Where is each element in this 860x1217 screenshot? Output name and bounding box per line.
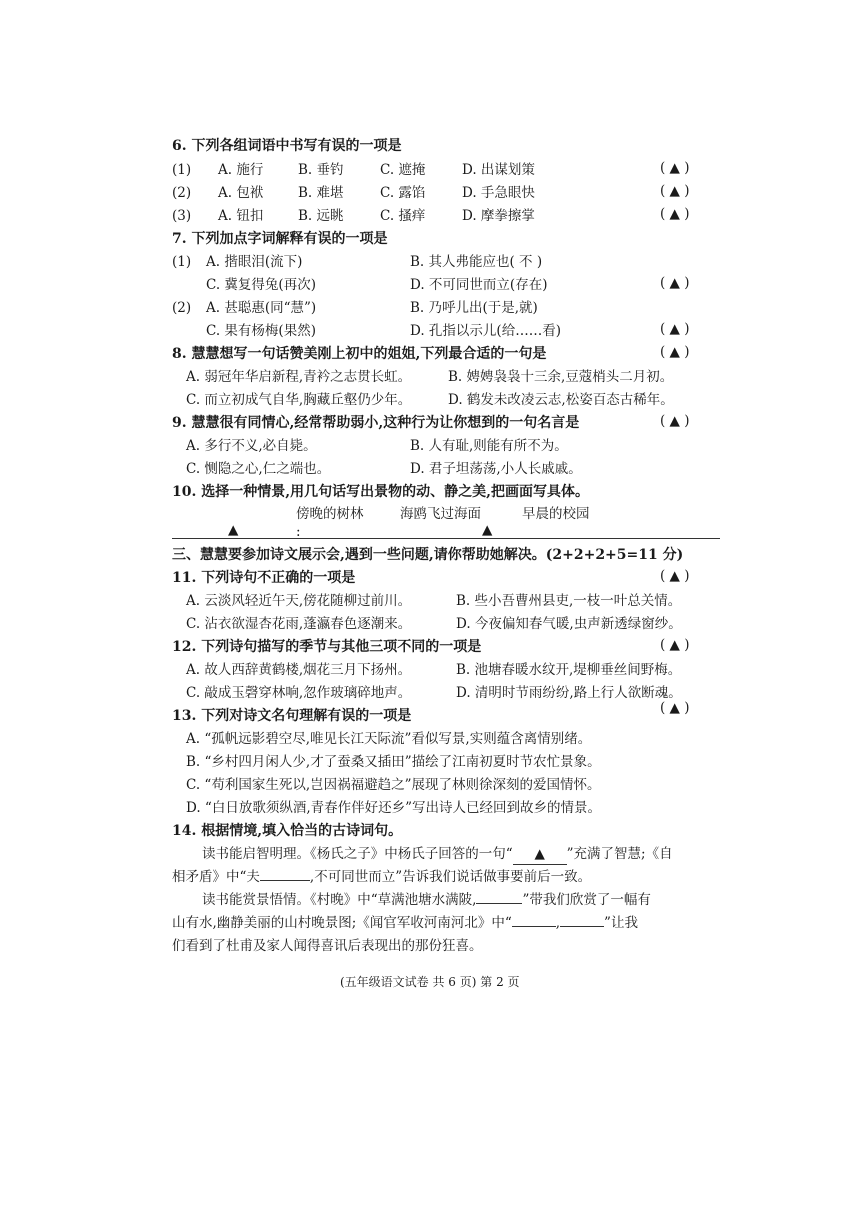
q8-answer-mark: ( ▲ ) xyxy=(660,344,690,360)
q6-row-1-d: D. 出谋划策 xyxy=(462,162,535,178)
q6-row-2-c: C. 露馅 xyxy=(380,185,426,201)
q11-stem: 11. 下列诗句不正确的一项是 xyxy=(172,570,356,586)
q13-option-b: B. “乡村四月闲人少,才了蚕桑又插田”描绘了江南初夏时节农忙景象。 xyxy=(186,754,601,770)
q14-p2-text-d: ”让我 xyxy=(604,915,638,931)
q6-row-3-num: (3) xyxy=(172,208,192,224)
q12-option-d: D. 清明时节雨纷纷,路上行人欲断魂。 xyxy=(456,685,682,701)
q10-answer-line[interactable] xyxy=(172,538,720,539)
q6-row-2-answer-mark: ( ▲ ) xyxy=(660,183,690,199)
q6-row-2-a: A. 包袱 xyxy=(218,185,264,201)
q14-stem: 14. 根据情境,填入恰当的古诗词句。 xyxy=(172,823,403,839)
q7-stem: 7. 下列加点字词解释有误的一项是 xyxy=(172,231,388,247)
q10-option-3: 早晨的校园 xyxy=(522,506,590,522)
q7-g2-c: C. 果有杨梅(果然) xyxy=(206,323,316,339)
q6-row-2-num: (2) xyxy=(172,185,192,201)
page-footer: (五年级语文试卷 共 6 页) 第 2 页 xyxy=(340,975,520,989)
q10-option-2: 海鸥飞过海面 xyxy=(400,506,481,522)
q14-p1-text-d: ,不可同世而立”告诉我们说话做事要前后一致。 xyxy=(309,869,592,885)
q13-option-a: A. “孤帆远影碧空尽,唯见长江天际流”看似写景,实则蕴含离情别绪。 xyxy=(186,731,592,747)
q14-paragraph-2-line-2 xyxy=(172,913,638,933)
q6-row-2-b: B. 难堪 xyxy=(298,185,344,201)
q8-option-a: A. 弱冠年华启新程,青衿之志贯长虹。 xyxy=(186,369,412,385)
q14-p1-text-a: 读书能启智明理。《杨氏之子》中杨氏子回答的一句“ xyxy=(202,846,513,862)
q12-answer-mark: ( ▲ ) xyxy=(660,637,690,653)
q9-answer-mark: ( ▲ ) xyxy=(660,413,690,429)
q6-row-1-b: B. 垂钓 xyxy=(298,162,344,178)
q12-option-a: A. 故人西辞黄鹤楼,烟花三月下扬州。 xyxy=(186,662,412,678)
q12-option-b: B. 池塘春暖水纹开,堤柳垂丝间野梅。 xyxy=(456,662,682,678)
q13-option-c: C. “苟利国家生死以,岂因祸福避趋之”展现了林则徐深刻的爱国情怀。 xyxy=(186,777,601,793)
q14-blank-4[interactable] xyxy=(512,926,556,927)
q8-option-b: B. 娉娉袅袅十三余,豆蔻梢头二月初。 xyxy=(448,369,674,385)
q11-option-a: A. 云淡风轻近午天,傍花随柳过前川。 xyxy=(186,593,412,609)
q14-paragraph-2-line-1 xyxy=(202,890,651,910)
q6-row-3-a: A. 钮扣 xyxy=(218,208,264,224)
q13-answer-mark: ( ▲ ) xyxy=(660,700,690,716)
q13-stem: 13. 下列对诗文名句理解有误的一项是 xyxy=(172,708,412,724)
q11-option-d: D. 今夜偏知春气暖,虫声新透绿窗纱。 xyxy=(456,616,682,632)
q11-answer-mark: ( ▲ ) xyxy=(660,568,690,584)
q6-row-3-d: D. 摩拳擦掌 xyxy=(462,208,535,224)
q14-blank-1-mark: ▲ xyxy=(534,846,545,862)
q7-g2-b: B. 乃呼儿出(于是,就) xyxy=(410,300,538,316)
q9-option-b: B. 人有耻,则能有所不为。 xyxy=(410,438,568,454)
q14-p1-text-c: 相矛盾》中“夫 xyxy=(172,869,260,885)
q10-answer-mark-2: ▲ xyxy=(482,522,493,538)
q7-g1-answer-mark: ( ▲ ) xyxy=(660,275,690,291)
q6-row-1-num: (1) xyxy=(172,162,192,178)
q7-g2-a: A. 甚聪惠(同“慧”) xyxy=(206,300,317,316)
q8-option-d: D. 鹤发未改凌云志,松姿百态古稀年。 xyxy=(448,392,674,408)
q8-stem: 8. 慧慧想写一句话赞美刚上初中的姐姐,下列最合适的一句是 xyxy=(172,346,547,362)
q9-stem: 9. 慧慧很有同情心,经常帮助弱小,这种行为让你想到的一句名言是 xyxy=(172,415,580,431)
q12-option-c: C. 敲成玉磬穿林响,忽作玻璃碎地声。 xyxy=(186,685,412,701)
q9-option-a: A. 多行不义,必自毙。 xyxy=(186,438,317,454)
q10-colon: : xyxy=(296,524,301,540)
q11-option-c: C. 沾衣欲湿杏花雨,蓬瀛春色逐潮来。 xyxy=(186,616,412,632)
q10-answer-mark-1: ▲ xyxy=(228,522,239,538)
q6-row-1-a: A. 施行 xyxy=(218,162,264,178)
q10-stem: 10. 选择一种情景,用几句话写出景物的动、静之美,把画面写具体。 xyxy=(172,484,589,500)
q6-row-1-c: C. 遮掩 xyxy=(380,162,426,178)
q11-option-b: B. 些小吾曹州县吏,一枝一叶总关情。 xyxy=(456,593,682,609)
q6-stem: 6. 下列各组词语中书写有误的一项是 xyxy=(172,138,402,154)
q6-row-3-answer-mark: ( ▲ ) xyxy=(660,206,690,222)
q14-blank-3[interactable] xyxy=(476,903,522,904)
section-3-title: 三、慧慧要参加诗文展示会,遇到一些问题,请你帮助她解决。(2+2+2+5=11 分) xyxy=(172,547,684,563)
q6-row-3-c: C. 搔痒 xyxy=(380,208,426,224)
q9-option-c: C. 恻隐之心,仁之端也。 xyxy=(186,461,331,477)
q7-g1-c: C. 冀复得兔(再次) xyxy=(206,277,316,293)
q10-option-1: 傍晚的树林 xyxy=(296,506,364,522)
q9-option-d: D. 君子坦荡荡,小人长戚戚。 xyxy=(410,461,582,477)
q14-paragraph-1-line-1 xyxy=(202,844,673,865)
q14-blank-2[interactable] xyxy=(260,880,310,881)
q14-paragraph-1-line-2 xyxy=(172,867,591,887)
q8-option-c: C. 而立初成气自华,胸藏丘壑仍少年。 xyxy=(186,392,412,408)
q14-p2-sep: , xyxy=(555,915,561,931)
q13-option-d: D. “白日放歌须纵酒,青春作伴好还乡”写出诗人已经回到故乡的情景。 xyxy=(186,800,602,816)
q14-blank-1[interactable] xyxy=(513,844,567,865)
q14-blank-5[interactable] xyxy=(560,926,604,927)
q14-p2-text-c: 山有水,幽静美丽的山村晚景图;《闻官军收河南河北》中“ xyxy=(172,915,512,931)
q7-g1-a: A. 揩眼泪(流下) xyxy=(206,254,303,270)
q7-g2-d: D. 孔指以示儿(给……看) xyxy=(410,323,561,339)
q14-paragraph-2-line-3: 们看到了杜甫及家人闻得喜讯后表现出的那份狂喜。 xyxy=(172,938,483,954)
q6-row-3-b: B. 远眺 xyxy=(298,208,344,224)
q6-row-2-d: D. 手急眼快 xyxy=(462,185,535,201)
q14-p2-text-b: ”带我们欣赏了一幅有 xyxy=(522,892,651,908)
q6-row-1-answer-mark: ( ▲ ) xyxy=(660,160,690,176)
q7-g1-d: D. 不可同世而立(存在) xyxy=(410,277,548,293)
q7-g2-answer-mark: ( ▲ ) xyxy=(660,321,690,337)
q12-stem: 12. 下列诗句描写的季节与其他三项不同的一项是 xyxy=(172,639,482,655)
q7-g1-num: (1) xyxy=(172,254,192,270)
q7-g1-b: B. 其人弗能应也( 不 ) xyxy=(410,254,543,270)
q14-p1-text-b: ”充满了智慧;《自 xyxy=(566,846,673,862)
q7-g2-num: (2) xyxy=(172,300,192,316)
q14-p2-text-a: 读书能赏景悟情。《村晚》中“草满池塘水满陂, xyxy=(202,892,477,908)
